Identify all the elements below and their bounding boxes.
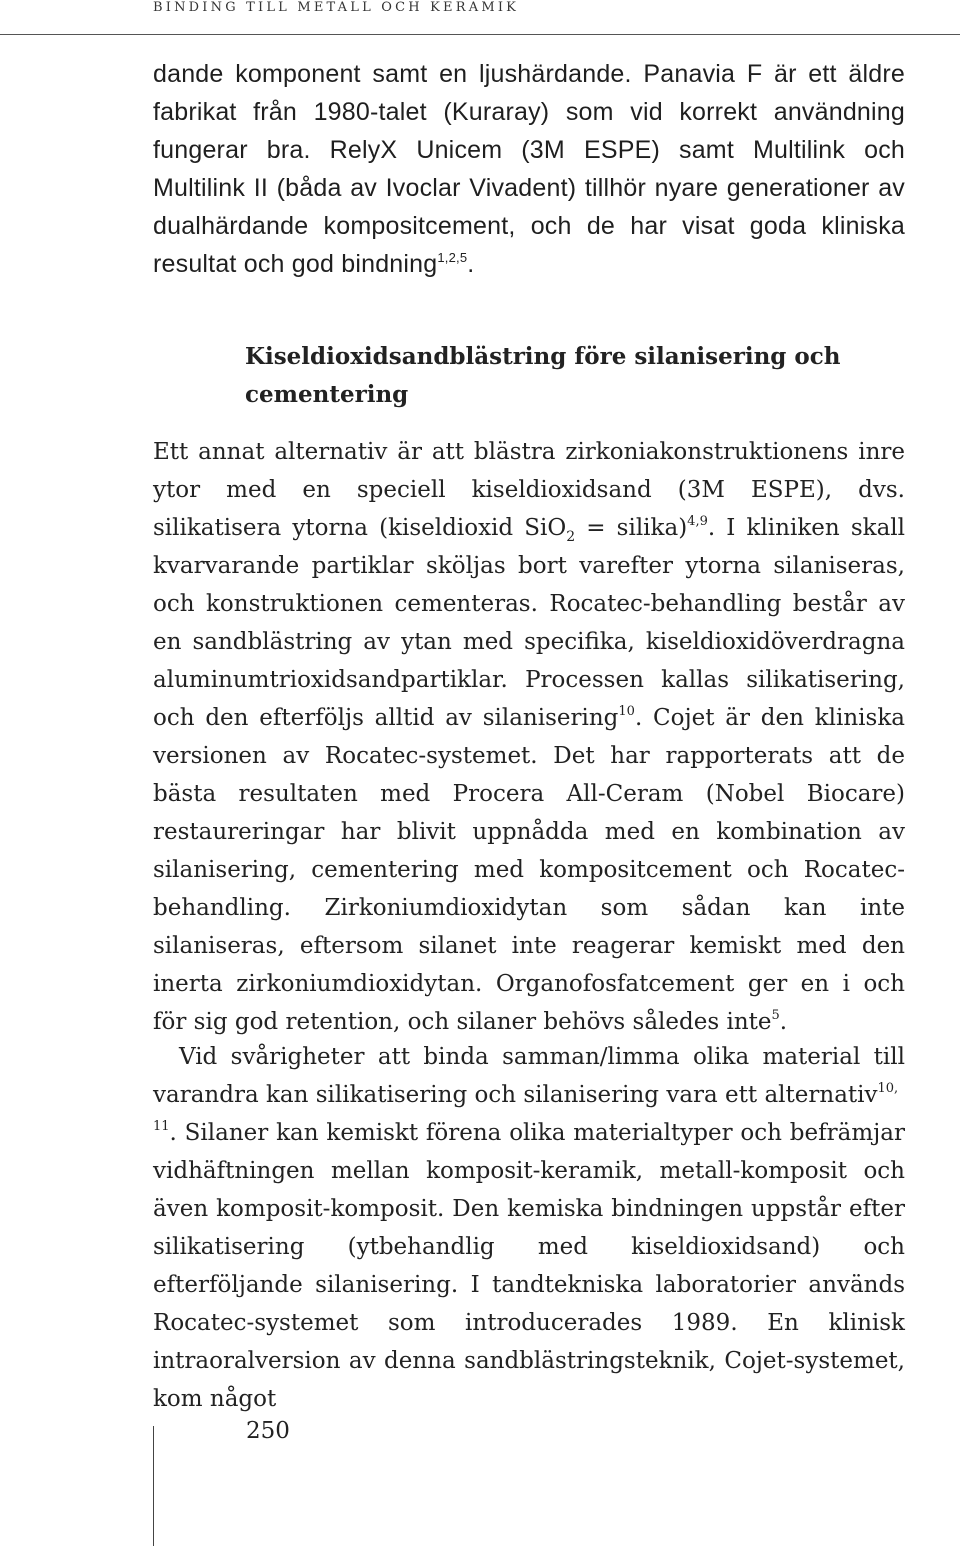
- reference-superscript: 5: [771, 1008, 780, 1023]
- paragraph-intro: [153, 55, 905, 283]
- paragraph-end: .: [779, 1009, 788, 1035]
- paragraph-text: . Cojet är den kliniska versionen av Rocatec-systemet. Det har rapporterats att de bästa resultaten med Procera All-Ceram (Nobel Biocare) restaureringar har blivit uppnådda med en kombination av silanisering, cementering med kompositcement och Rocatec-behandling. Zirkoniumdioxidytan som sådan kan inte silaniseras, eftersom silanet inte reagerar kemiskt med den inerta zirkoniumdioxidytan. Organofosfatcement ger en i och för sig god retention, och silaner behövs således inte: [153, 705, 905, 1035]
- reference-superscript: 10,: [877, 1081, 899, 1096]
- paragraph-text: Ett annat alternativ är att blästra zirkoniakonstruktionens inre ytor med en speciell kiseldioxidsand (3M ESPE), dvs. silikatisera ytorna (kiseldioxid SiO: [153, 439, 905, 541]
- paragraph-silanisering: [153, 1038, 905, 1418]
- page-number: 250: [246, 1418, 290, 1444]
- chemical-subscript: 2: [566, 529, 576, 545]
- paragraph-text: . I kliniken skall kvarvarande partiklar sköljas bort varefter ytorna silaniseras, och konstruktionen cementeras. Rocatec-behandling består av en sandblästring av ytan med specifika, kiseldioxidöverdragna aluminumtrioxidsandpartiklar. Processen kallas silikatisering, och den efterföljs alltid av silanisering: [153, 515, 905, 731]
- header-divider: [0, 34, 960, 35]
- paragraph-intro-end: .: [467, 250, 475, 278]
- margin-rule: [153, 1426, 154, 1546]
- reference-superscript: 4,9: [687, 514, 708, 529]
- running-header: BINDING TILL METALL OCH KERAMIK: [153, 0, 520, 15]
- reference-superscript: 1,2,5: [437, 250, 468, 265]
- paragraph-text: Vid svårigheter att binda samman/limma olika material till varandra kan silikatisering och silanisering vara ett alternativ: [153, 1044, 905, 1108]
- reference-superscript: 10: [618, 704, 635, 719]
- paragraph-text: . Silaner kan kemiskt förena olika materialtyper och befrämjar vidhäftningen mellan komposit-keramik, metall-komposit och även komposit-komposit. Den kemiska bindningen uppstår efter silikatisering (ytbehandlig med kiseldioxidsand) och efterföljande silanisering. I tandtekniska laboratorier används Rocatec-systemet som introducerades 1989. En klinisk intraoralversion av denna sandblästringsteknik, Cojet-systemet, kom något: [153, 1120, 905, 1412]
- section-heading: Kiseldioxidsandblästring före silanisering och cementering: [245, 343, 841, 408]
- reference-superscript: 11: [153, 1119, 170, 1134]
- paragraph-intro-text: dande komponent samt en ljushärdande. Panavia F är ett äldre fabrikat från 1980-talet (Kuraray) som vid korrekt användning fungerar bra. RelyX Unicem (3M ESPE) samt Multilink och Multilink II (båda av Ivoclar Vivadent) tillhör nyare generationer av dualhärdande kompositcement, och de har visat goda kliniska resultat och god bindning: [153, 60, 905, 278]
- paragraph-silikatisering: [153, 433, 905, 1041]
- paragraph-text: = silika): [575, 515, 688, 541]
